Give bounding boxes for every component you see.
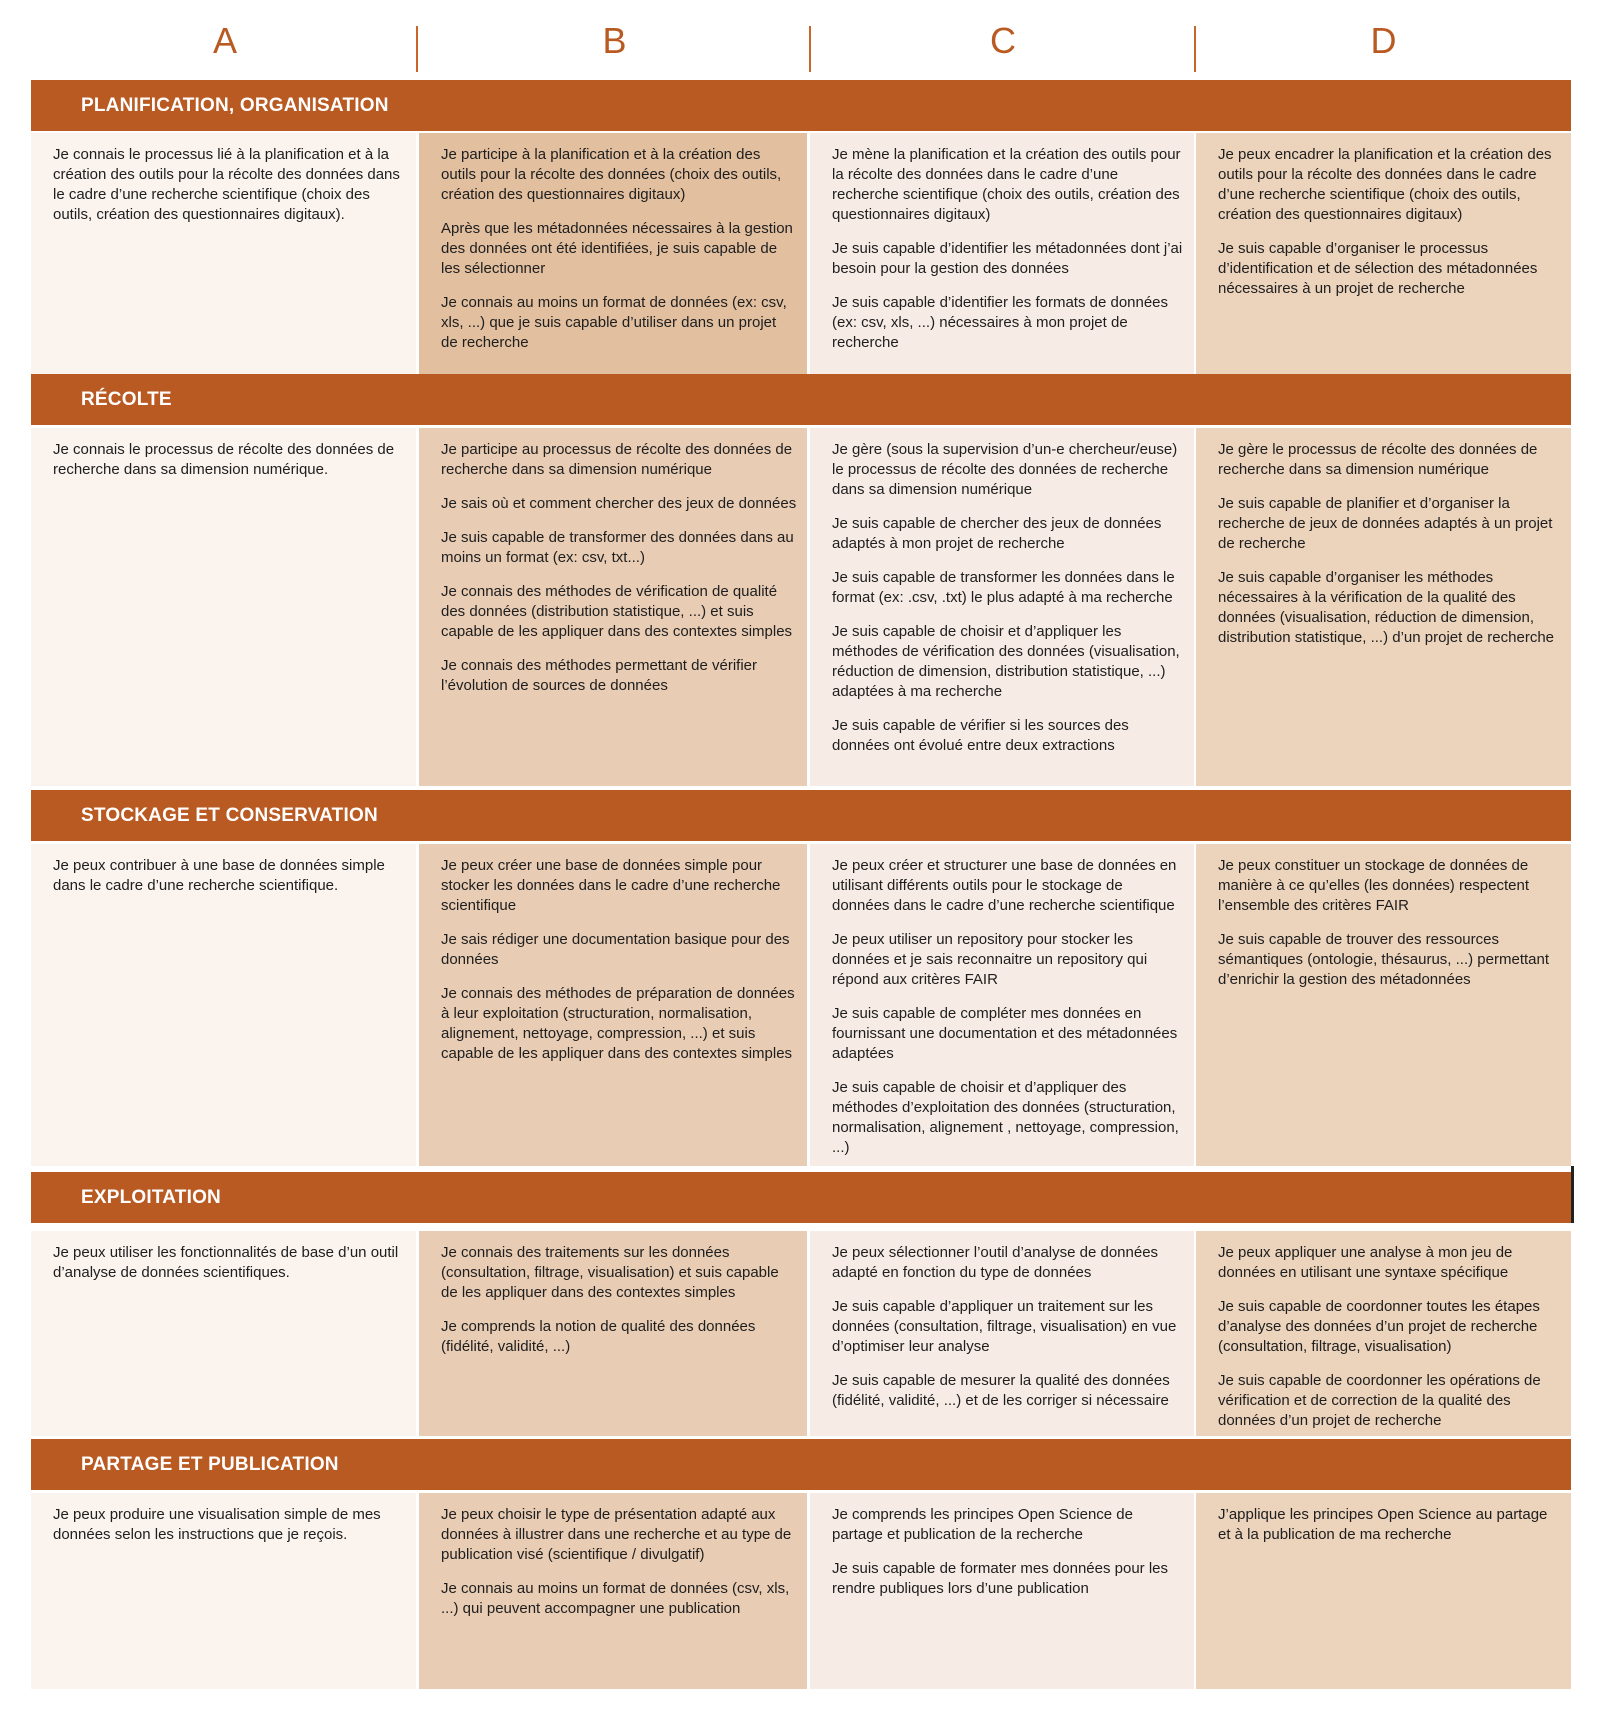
edge-marker: [1571, 1166, 1574, 1223]
competency-text: Je peux choisir le type de présentation adapté aux données à illustrer dans une recherche et au type de publication visé (scientifique / divulgatif): [441, 1506, 792, 1563]
cell-planification-c: [810, 133, 1194, 374]
column-header-c: [810, 18, 1196, 78]
competency-text: Je peux sélectionner l’outil d’analyse de données adapté en fonction du type de données: [832, 1244, 1159, 1281]
competency-text: Je suis capable de formater mes données pour les rendre publiques lors d’une publication: [832, 1560, 1169, 1597]
competency-text: Je connais des méthodes de vérification de qualité des données (distribution statistique, ...) et suis capable de les appliquer dans des contextes simples: [441, 583, 793, 640]
column-header-d: [1196, 18, 1571, 78]
section-title: RÉCOLTE: [81, 389, 172, 410]
competency-text: Je suis capable de transformer les données dans le format (ex: .csv, .txt) le plus adapté à ma recherche: [832, 569, 1175, 606]
column-header-d-label: D: [1370, 20, 1397, 61]
competency-text: Je gère (sous la supervision d’un-e chercheur/euse) le processus de récolte des données de recherche dans sa dimension numérique: [832, 441, 1178, 498]
competency-text: Je gère le processus de récolte des données de recherche dans sa dimension numérique: [1218, 441, 1538, 478]
section-header-stockage: [31, 790, 1571, 841]
cell-recolte-a: [31, 428, 416, 786]
competency-text: Je suis capable de choisir et d’appliquer des méthodes d’exploitation des données (structuration, normalisation, alignement , nettoyage, compression, ...): [832, 1079, 1179, 1156]
competency-text: Je suis capable de coordonner les opérations de vérification et de correction de la qualité des données d’un projet de recherche: [1218, 1372, 1541, 1429]
competency-text: Je peux appliquer une analyse à mon jeu de données en utilisant une syntaxe spécifique: [1218, 1244, 1513, 1281]
cell-planification-b: [419, 133, 807, 374]
competency-text: Je connais des méthodes permettant de vérifier l’évolution de sources de données: [441, 657, 758, 694]
column-header-a: [31, 18, 419, 78]
competency-text: Je suis capable de trouver des ressources sémantiques (ontologie, thésaurus, ...) permettant d’enrichir la gestion des métadonnées: [1218, 931, 1550, 988]
competency-text: Je peux créer une base de données simple pour stocker les données dans le cadre d’une recherche scientifique: [441, 857, 781, 914]
competency-text: Je comprends la notion de qualité des données (fidélité, validité, ...): [441, 1318, 756, 1355]
competency-text: Je peux créer et structurer une base de données en utilisant différents outils pour le stockage de données dans le cadre d’une recherche scientifique: [832, 857, 1177, 914]
cell-recolte-d: [1196, 428, 1571, 786]
cell-recolte-b: [419, 428, 807, 786]
cell-partage-a: [31, 1493, 416, 1689]
cell-stockage-d: [1196, 844, 1571, 1166]
cell-partage-c: [810, 1493, 1194, 1689]
competency-text: Je suis capable d’organiser le processus d’identification et de sélection des métadonnées nécessaires à un projet de recherche: [1218, 240, 1538, 297]
competency-text: Je suis capable de planifier et d’organiser la recherche de jeux de données adaptés à un projet de recherche: [1218, 495, 1553, 552]
cell-planification-a: [31, 133, 416, 374]
cell-exploitation-a: [31, 1231, 416, 1436]
competency-text: J’applique les principes Open Science au partage et à la publication de ma recherche: [1218, 1506, 1548, 1543]
section-title: PARTAGE ET PUBLICATION: [81, 1454, 339, 1475]
competency-text: Je participe à la planification et à la création des outils pour la récolte des données (choix des outils, création des questionnaires digitaux): [441, 146, 782, 203]
competency-text: Je sais rédiger une documentation basique pour des données: [441, 931, 790, 968]
cell-stockage-a: [31, 844, 416, 1166]
competency-text: Je participe au processus de récolte des données de recherche dans sa dimension numérique: [441, 441, 793, 478]
competency-text: Je comprends les principes Open Science de partage et publication de la recherche: [832, 1506, 1133, 1543]
column-header-c-label: C: [990, 20, 1016, 61]
competency-text: Je peux utiliser un repository pour stocker les données et je sais reconnaitre un repository qui répond aux critères FAIR: [832, 931, 1148, 988]
section-header-exploitation: [31, 1172, 1571, 1223]
cell-stockage-b: [419, 844, 807, 1166]
cell-partage-d: [1196, 1493, 1571, 1689]
competency-text: Je connais des traitements sur les données (consultation, filtrage, visualisation) et suis capable de les appliquer dans des contextes simples: [441, 1244, 779, 1301]
competency-text: Je suis capable de vérifier si les sources des données ont évolué entre deux extractions: [832, 717, 1129, 754]
competency-text: Je suis capable de choisir et d’appliquer les méthodes de vérification des données (visualisation, réduction de dimension, distribution statistique, ...) adaptées à ma recherche: [832, 623, 1180, 700]
cell-exploitation-b: [419, 1231, 807, 1436]
cell-exploitation-d: [1196, 1231, 1571, 1436]
competency-text: Je suis capable de compléter mes données en fournissant une documentation et des métadonnées adaptées: [832, 1005, 1178, 1062]
competency-text: Je suis capable d’identifier les formats de données (ex: csv, xls, ...) nécessaires à mon projet de recherche: [832, 294, 1169, 351]
column-header-b: [419, 18, 810, 78]
cell-stockage-c: [810, 844, 1194, 1166]
competency-text: Je suis capable de transformer des données dans au moins un format (ex: csv, txt...): [441, 529, 794, 566]
section-header-recolte: [31, 374, 1571, 425]
competency-text: Je connais le processus lié à la planification et à la création des outils pour la récolte des données dans le cadre d’une recherche scientifique (choix des outils, création des questionnaires digitaux).: [53, 146, 400, 223]
section-header-partage: [31, 1439, 1571, 1490]
section-title: STOCKAGE ET CONSERVATION: [81, 805, 378, 826]
competency-text: Je suis capable d’appliquer un traitement sur les données (consultation, filtrage, visualisation) en vue d’optimiser leur analyse: [832, 1298, 1177, 1355]
cell-exploitation-c: [810, 1231, 1194, 1436]
section-title: EXPLOITATION: [81, 1187, 221, 1208]
column-divider: [416, 26, 418, 72]
competency-text: Je mène la planification et la création des outils pour la récolte des données dans le cadre d’une recherche scientifique (choix des outils, création des questionnaires digitaux): [832, 146, 1181, 223]
competency-text: Je connais au moins un format de données (csv, xls, ...) qui peuvent accompagner une publication: [441, 1580, 790, 1617]
competency-text: Je peux encadrer la planification et la création des outils pour la récolte des données dans le cadre d’une recherche scientifique (choix des outils, création des questionnaires digitaux): [1218, 146, 1552, 223]
cell-partage-b: [419, 1493, 807, 1689]
competency-text: Je suis capable de chercher des jeux de données adaptés à mon projet de recherche: [832, 515, 1162, 552]
competency-text: Je suis capable de coordonner toutes les étapes d’analyse des données d’un projet de recherche (consultation, filtrage, visualisation): [1218, 1298, 1540, 1355]
competency-text: Après que les métadonnées nécessaires à la gestion des données ont été identifiées, je suis capable de les sélectionner: [441, 220, 793, 277]
cell-recolte-c: [810, 428, 1194, 786]
column-header-a-label: A: [212, 20, 237, 61]
competency-text: Je suis capable d’organiser les méthodes nécessaires à la vérification de la qualité des données (visualisation, réduction de dimension, distribution statistique, ...) d’un projet de recherche: [1218, 569, 1555, 646]
competency-text: Je connais le processus de récolte des données de recherche dans sa dimension numérique.: [53, 441, 395, 478]
competency-text: Je suis capable d’identifier les métadonnées dont j’ai besoin pour la gestion des données: [832, 240, 1183, 277]
section-header-planification: [31, 80, 1571, 131]
section-title: PLANIFICATION, ORGANISATION: [81, 95, 389, 116]
cell-planification-d: [1196, 133, 1571, 374]
competency-text: Je sais où et comment chercher des jeux de données: [441, 495, 797, 512]
competency-text: Je peux contribuer à une base de données simple dans le cadre d’une recherche scientifique.: [53, 857, 385, 894]
competency-text: Je peux constituer un stockage de données de manière à ce qu’elles (les données) respectent l’ensemble des critères FAIR: [1218, 857, 1530, 914]
competency-text: Je connais des méthodes de préparation de données à leur exploitation (structuration, normalisation, alignement, nettoyage, compression, ...) et suis capable de les appliquer dans des contextes simples: [441, 985, 795, 1062]
column-header-b-label: B: [602, 20, 627, 61]
competency-text: Je peux produire une visualisation simple de mes données selon les instructions que je reçois.: [53, 1506, 381, 1543]
competency-text: Je connais au moins un format de données (ex: csv, xls, ...) que je suis capable d’utiliser dans un projet de recherche: [441, 294, 787, 351]
competency-text: Je peux utiliser les fonctionnalités de base d’un outil d’analyse de données scientifiques.: [53, 1244, 399, 1281]
competency-text: Je suis capable de mesurer la qualité des données (fidélité, validité, ...) et de les corriger si nécessaire: [832, 1372, 1170, 1409]
